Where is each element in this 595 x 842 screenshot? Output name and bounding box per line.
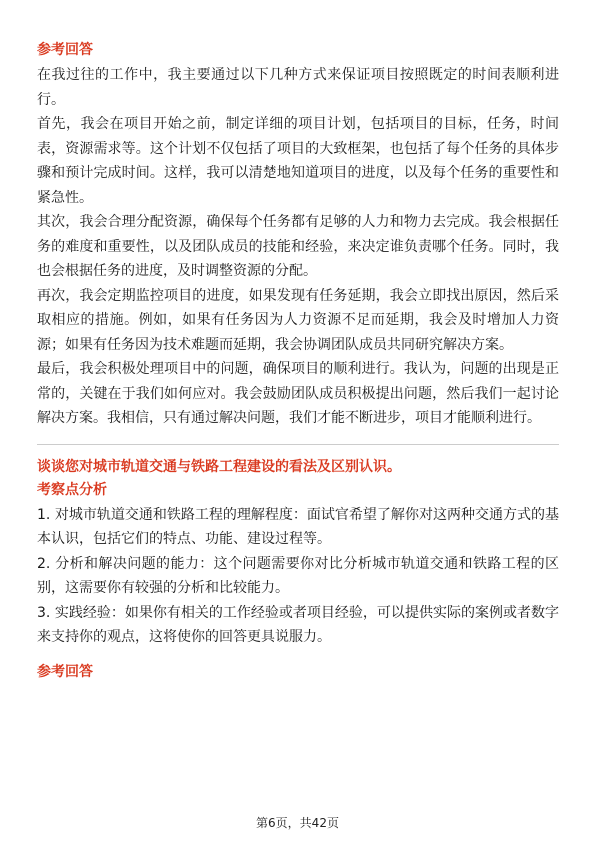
answer-paragraph-third: 再次，我会定期监控项目的进度，如果发现有任务延期，我会立即找出原因，然后采取相应的措施。例如，如果有任务因为人力资源不足而延期，我会及时增加人力资源；如果有任务因为技术难题而延期，我会协调团队成员共同研究解决方案。 bbox=[37, 287, 559, 353]
analysis-point-3: 3. 实践经验：如果你有相关的工作经验或者项目经验，可以提供实际的案例或者数字来支持你的观点，这将使你的回答更具说服力。 bbox=[37, 604, 559, 645]
analysis-point-2: 2. 分析和解决问题的能力：这个问题需要你对比分析城市轨道交通和铁路工程的区别，这需要你有较强的分析和比较能力。 bbox=[37, 555, 559, 596]
answer-paragraph-intro: 在我过往的工作中，我主要通过以下几种方式来保证项目按照既定的时间表顺利进行。 bbox=[37, 67, 559, 108]
section-divider bbox=[37, 444, 559, 445]
answer-paragraph-first: 首先，我会在项目开始之前，制定详细的项目计划，包括项目的目标，任务，时间表，资源需求等。这个计划不仅包括了项目的大致框架，也包括了每个任务的具体步骤和预计完成时间。这样，我可以清楚地知道项目的进度，以及每个任务的重要性和紧急性。 bbox=[37, 116, 559, 206]
analysis-heading: 考察点分析 bbox=[37, 481, 107, 498]
answer-paragraph-second: 其次，我会合理分配资源，确保每个任务都有足够的人力和物力去完成。我会根据任务的难度和重要性，以及团队成员的技能和经验，来决定谁负责哪个任务。同时，我也会根据任务的进度，及时调整资源的分配。 bbox=[37, 214, 559, 279]
page-content bbox=[37, 40, 559, 682]
analysis-point-1: 1. 对城市轨道交通和铁路工程的理解程度：面试官希望了解你对这两种交通方式的基本认识，包括它们的特点、功能、建设过程等。 bbox=[37, 506, 559, 547]
reference-answer-heading: 参考回答 bbox=[37, 42, 93, 58]
interview-question: 谈谈您对城市轨道交通与铁路工程建设的看法及区别认识。 bbox=[37, 458, 401, 475]
page-number-footer: 第6页，共42页 bbox=[256, 816, 339, 830]
reference-answer-heading-2: 参考回答 bbox=[37, 663, 93, 680]
answer-paragraph-last: 最后，我会积极处理项目中的问题，确保项目的顺利进行。我认为，问题的出现是正常的，关键在于我们如何应对。我会鼓励团队成员积极提出问题，然后我们一起讨论解决方案。我相信，只有通过解决问题，我们才能不断进步，项目才能顺利进行。 bbox=[37, 361, 559, 426]
